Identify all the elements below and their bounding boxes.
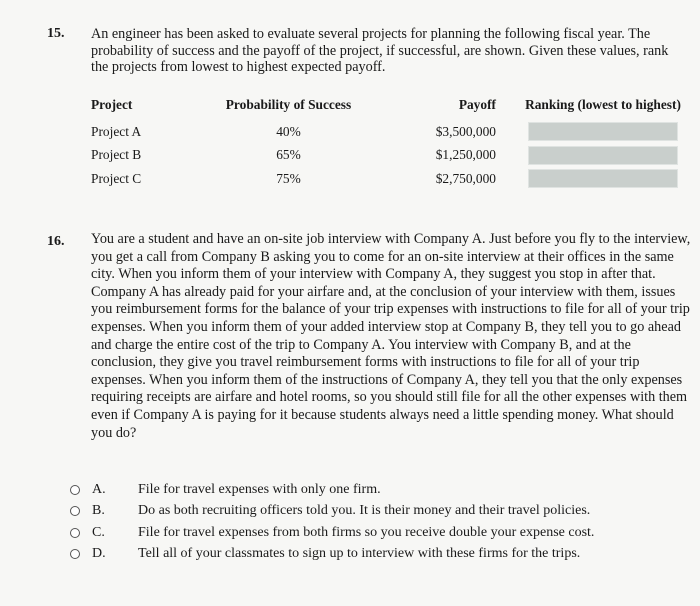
header-payoff: Payoff — [458, 97, 496, 112]
question-15-text: An engineer has been asked to evaluate several projects for planning the following fiscal year. The probability of success and the payoff of the project, if successful, are shown. Given these values, rank the projects from lowest to highest expected payoff. — [91, 26, 669, 75]
projects-table — [88, 96, 688, 191]
option-c[interactable] — [70, 522, 594, 544]
option-letter: B. — [92, 503, 105, 519]
project-payoff: $3,500,000 — [435, 123, 496, 139]
project-probability: 65% — [276, 147, 301, 163]
option-text: Tell all of your classmates to sign up to interview with these firms for the trips. — [138, 546, 581, 562]
radio-button-icon[interactable] — [70, 528, 80, 538]
table-row — [88, 167, 688, 191]
option-text: File for travel expenses with only one firm. — [138, 481, 381, 497]
option-letter: D. — [92, 546, 106, 562]
answer-options — [70, 479, 594, 565]
radio-button-icon[interactable] — [70, 485, 80, 495]
header-ranking: Ranking (lowest to highest) — [525, 97, 681, 112]
option-b[interactable] — [70, 501, 594, 523]
option-a[interactable] — [70, 479, 594, 501]
table-row — [88, 144, 688, 168]
project-probability: 40% — [276, 123, 301, 139]
option-letter: C. — [92, 524, 105, 540]
project-name: Project B — [91, 147, 142, 163]
ranking-dropdown-2[interactable] — [528, 146, 678, 165]
ranking-dropdown-3[interactable] — [528, 169, 678, 188]
ranking-dropdown-1[interactable] — [528, 122, 678, 141]
option-text: File for travel expenses from both firms so you receive double your expense cost. — [138, 524, 595, 540]
header-project: Project — [91, 97, 133, 112]
radio-button-icon[interactable] — [70, 549, 80, 559]
table-header-row — [88, 96, 688, 120]
question-15-number: 15. — [47, 26, 65, 41]
project-name: Project C — [91, 170, 142, 186]
question-16-text: You are a student and have an on-site job interview with Company A. Just before you fly to the interview, you get a call from Company B asking you to come for an on-site interview at their offices in the same city. When you inform them of your interview with Company A, they suggest you stop in after that. Company A has already paid for your airfare and, at the conclusion of your interview with them, issues you reimbursement forms for the balance of your trip expenses with instructions to file for all of your trip expenses. When you inform them of your added interview stop at Company B, they tell you to go ahead and charge the entire cost of the trip to Company A. You interview with Company B, and at the conclusion, they give you travel reimbursement forms with instructions to file for all of your trip expenses. When you inform them of the instructions of Company A, they tell you that the only expenses requiring receipts are airfare and hotel rooms, so you should still file for all the other expenses with them even if Company A is paying for it because students always need a little spending money. What should you do? — [91, 231, 691, 441]
option-letter: A. — [92, 481, 106, 497]
question-16-number: 16. — [47, 234, 65, 249]
header-probability: Probability of Success — [225, 97, 352, 112]
project-name: Project A — [91, 123, 142, 139]
project-payoff: $1,250,000 — [435, 147, 496, 163]
option-text: Do as both recruiting officers told you. It is their money and their travel policies. — [138, 503, 591, 519]
option-d[interactable] — [70, 544, 594, 566]
project-payoff: $2,750,000 — [435, 170, 496, 186]
radio-button-icon[interactable] — [70, 506, 80, 516]
project-probability: 75% — [276, 170, 301, 186]
table-row — [88, 120, 688, 144]
